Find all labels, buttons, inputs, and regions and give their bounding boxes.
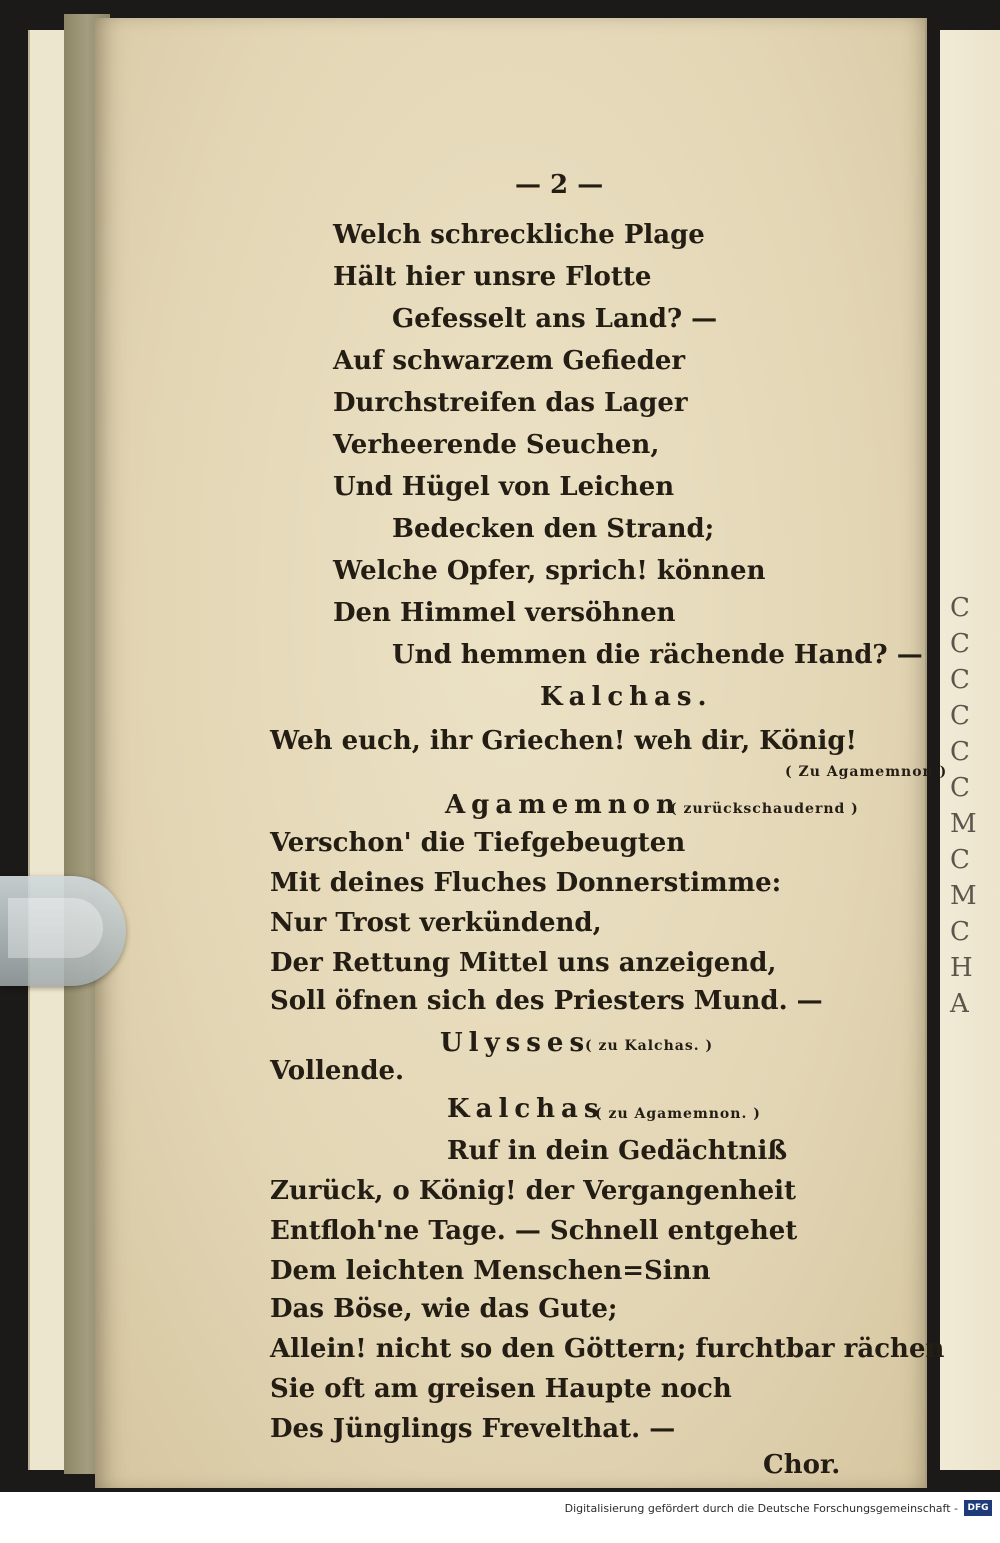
- bleed-letter: H: [950, 953, 973, 983]
- bleed-letter: C: [950, 629, 970, 659]
- bleed-letter: A: [950, 989, 969, 1019]
- verse-line: Sie oft am greisen Haupte noch: [270, 1374, 732, 1404]
- speaker-name: Agamemnon: [445, 790, 681, 820]
- stage-direction: ( zu Kalchas. ): [585, 1038, 714, 1054]
- verse-line: Durchstreifen das Lager: [333, 388, 688, 418]
- verse-line: Ruf in dein Gedächtniß: [447, 1136, 788, 1166]
- verse-line: Vollende.: [270, 1056, 405, 1086]
- verse-line: Dem leichten Menschen=Sinn: [270, 1256, 711, 1286]
- verse-line: Allein! nicht so den Göttern; furchtbar rächen: [270, 1334, 945, 1364]
- speaker-name: Ulysses: [440, 1028, 591, 1058]
- book-page: [95, 18, 948, 1488]
- verse-line: Welch schreckliche Plage: [333, 220, 705, 250]
- bleed-letter: C: [950, 845, 970, 875]
- verse-line: Zurück, o König! der Vergangenheit: [270, 1176, 797, 1206]
- bleed-letter: C: [950, 773, 970, 803]
- scanner-clip: [0, 876, 126, 986]
- speaker-name: Kalchas.: [540, 682, 713, 712]
- bleed-letter: C: [950, 737, 970, 767]
- verse-line: Und Hügel von Leichen: [333, 472, 675, 502]
- catchword: Chor.: [763, 1450, 841, 1480]
- page-number: — 2 —: [515, 170, 604, 200]
- verse-line: Welche Opfer, sprich! können: [333, 556, 766, 586]
- verse-line: Weh euch, ihr Griechen! weh dir, König!: [270, 726, 857, 756]
- stage-direction: ( Zu Agamemnon ): [785, 764, 948, 780]
- verse-line: Des Jünglings Frevelthat. —: [270, 1414, 676, 1444]
- verse-line: Auf schwarzem Gefieder: [333, 346, 686, 376]
- verse-line: Den Himmel versöhnen: [333, 598, 676, 628]
- bleed-letter: C: [950, 593, 970, 623]
- verse-line: Nur Trost verkündend,: [270, 908, 602, 938]
- verse-line: Das Böse, wie das Gute;: [270, 1294, 618, 1324]
- funding-note: Digitalisierung gefördert durch die Deutsche Forschungsgemeinschaft -: [564, 1502, 958, 1515]
- dfg-logo: DFG: [964, 1500, 992, 1516]
- verse-line: Verschon' die Tiefgebeugten: [270, 828, 686, 858]
- bleed-letter: M: [950, 881, 977, 911]
- verse-line: Verheerende Seuchen,: [333, 430, 660, 460]
- stage-direction: ( zu Agamemnon. ): [595, 1106, 761, 1122]
- verse-line: Hält hier unsre Flotte: [333, 262, 652, 292]
- verse-line: Entfloh'ne Tage. — Schnell entgehet: [270, 1216, 798, 1246]
- bleed-letter: C: [950, 701, 970, 731]
- verse-line: Bedecken den Strand;: [392, 514, 715, 544]
- stage-direction: ( zurückschaudernd ): [670, 801, 859, 817]
- speaker-name: Kalchas: [447, 1094, 605, 1124]
- bleed-letter: C: [950, 665, 970, 695]
- footer: [0, 1492, 1000, 1543]
- bleed-through-letters: [950, 590, 990, 1022]
- verse-line: Und hemmen die rächende Hand? —: [392, 640, 923, 670]
- bleed-letter: C: [950, 917, 970, 947]
- bleed-letter: M: [950, 809, 977, 839]
- verse-line: Soll öfnen sich des Priesters Mund. —: [270, 986, 823, 1016]
- verse-line: Gefesselt ans Land? —: [392, 304, 718, 334]
- verse-line: Der Rettung Mittel uns anzeigend,: [270, 948, 777, 978]
- facing-page-edge: [940, 30, 1000, 1470]
- verse-line: Mit deines Fluches Donnerstimme:: [270, 868, 782, 898]
